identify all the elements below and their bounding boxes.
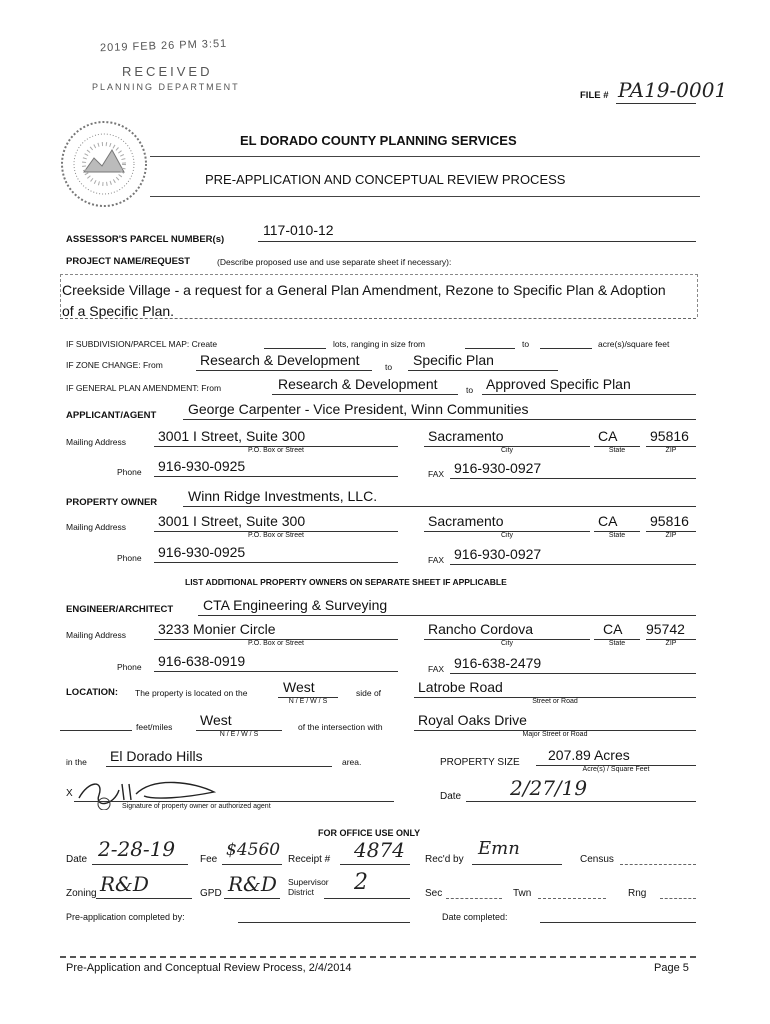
owner-address-sublabel: P.O. Box or Street bbox=[248, 532, 304, 539]
engineer-label: ENGINEER/ARCHITECT bbox=[66, 604, 174, 615]
location-label: LOCATION: bbox=[66, 687, 119, 698]
owner-state[interactable]: CA bbox=[598, 513, 618, 529]
applicant-address[interactable]: 3001 I Street, Suite 300 bbox=[158, 428, 306, 444]
footer-left: Pre-Application and Conceptual Review Process, 2/4/2014 bbox=[66, 962, 352, 974]
applicant-label: APPLICANT/AGENT bbox=[66, 410, 157, 421]
subdivision-size-label: lots, ranging in size from bbox=[333, 339, 426, 349]
office-supervisor-label: Supervisor bbox=[288, 877, 329, 887]
applicant-phone-label: Phone bbox=[117, 467, 142, 477]
location-text-1: The property is located on the bbox=[135, 688, 248, 698]
location-direction-sublabel: N / E / W / S bbox=[219, 731, 259, 738]
received-stamp-label: RECEIVED bbox=[122, 64, 213, 79]
project-hint: (Describe proposed use and use separate sheet if necessary): bbox=[217, 257, 452, 267]
owner-city[interactable]: Sacramento bbox=[428, 513, 504, 529]
applicant-phone[interactable]: 916-930-0925 bbox=[158, 458, 246, 474]
owner-label: PROPERTY OWNER bbox=[66, 497, 158, 508]
applicant-state[interactable]: CA bbox=[598, 428, 618, 444]
applicant-city-sublabel: City bbox=[500, 447, 514, 454]
engineer-state[interactable]: CA bbox=[603, 621, 623, 637]
engineer-zip[interactable]: 95742 bbox=[646, 621, 685, 637]
received-stamp-dept: PLANNING DEPARTMENT bbox=[92, 82, 240, 92]
zone-to-value[interactable]: Specific Plan bbox=[413, 352, 494, 368]
applicant-zip[interactable]: 95816 bbox=[650, 428, 689, 444]
office-sec-label: Sec bbox=[425, 888, 443, 899]
engineer-address[interactable]: 3233 Monier Circle bbox=[158, 621, 276, 637]
owner-phone[interactable]: 916-930-0925 bbox=[158, 544, 246, 560]
office-rng-label: Rng bbox=[628, 888, 647, 899]
property-size-value[interactable]: 207.89 Acres bbox=[548, 747, 630, 763]
gpa-label: IF GENERAL PLAN AMENDMENT: From bbox=[66, 383, 222, 393]
project-line-1[interactable]: Creekside Village - a request for a General Plan Amendment, Rezone to Specific Plan & Adoption bbox=[62, 282, 666, 298]
engineer-city[interactable]: Rancho Cordova bbox=[428, 621, 534, 637]
office-zoning-value[interactable]: R&D bbox=[100, 872, 149, 896]
owner-zip[interactable]: 95816 bbox=[650, 513, 689, 529]
gpa-to-value[interactable]: Approved Specific Plan bbox=[486, 376, 631, 392]
page-subtitle: PRE-APPLICATION AND CONCEPTUAL REVIEW PROCESS bbox=[205, 172, 566, 187]
office-date-label: Date bbox=[66, 854, 88, 865]
property-size-sublabel: Acre(s) / Square Feet bbox=[582, 766, 650, 773]
location-area[interactable]: El Dorado Hills bbox=[110, 748, 203, 764]
location-text-3: of the intersection with bbox=[298, 722, 383, 732]
office-gpd-value[interactable]: R&D bbox=[228, 872, 277, 896]
location-feet-label: feet/miles bbox=[136, 722, 173, 732]
owner-city-sublabel: City bbox=[500, 532, 514, 539]
applicant-name[interactable]: George Carpenter - Vice President, Winn Communities bbox=[188, 401, 529, 417]
engineer-phone-label: Phone bbox=[117, 662, 142, 672]
subdivision-to-label: to bbox=[522, 339, 530, 349]
owner-name[interactable]: Winn Ridge Investments, LLC. bbox=[188, 488, 378, 504]
owner-fax-label: FAX bbox=[428, 555, 445, 565]
location-text-2: side of bbox=[356, 688, 382, 698]
location-in-the: in the bbox=[66, 757, 87, 767]
engineer-phone[interactable]: 916-638-0919 bbox=[158, 653, 246, 669]
gpa-from-value[interactable]: Research & Development bbox=[278, 376, 438, 392]
office-district-label: District bbox=[288, 887, 314, 897]
engineer-zip-sublabel: ZIP bbox=[665, 640, 677, 647]
subdivision-label: IF SUBDIVISION/PARCEL MAP: Create bbox=[66, 339, 218, 349]
location-area-label: area. bbox=[342, 757, 362, 767]
signature-date-value[interactable]: 2/27/19 bbox=[510, 776, 588, 800]
engineer-address-sublabel: P.O. Box or Street bbox=[248, 640, 304, 647]
zone-change-label: IF ZONE CHANGE: From bbox=[66, 360, 163, 370]
office-gpd-label: GPD bbox=[200, 888, 222, 899]
office-fee-label: Fee bbox=[200, 854, 218, 865]
location-side-sublabel: N / E / W / S bbox=[288, 698, 328, 705]
applicant-address-sublabel: P.O. Box or Street bbox=[248, 447, 304, 454]
office-census-label: Census bbox=[580, 854, 614, 865]
engineer-mailing-label: Mailing Address bbox=[66, 630, 127, 640]
project-line-2[interactable]: of a Specific Plan. bbox=[62, 303, 175, 319]
engineer-name[interactable]: CTA Engineering & Surveying bbox=[203, 597, 388, 613]
gpa-to-label: to bbox=[466, 385, 474, 395]
page-title: EL DORADO COUNTY PLANNING SERVICES bbox=[240, 133, 517, 148]
office-twn-label: Twn bbox=[513, 888, 532, 899]
office-date-completed-label: Date completed: bbox=[442, 912, 508, 922]
signature-x: X bbox=[66, 788, 73, 799]
office-receipt-value[interactable]: 4874 bbox=[354, 838, 405, 862]
signature-caption: Signature of property owner or authorized agent bbox=[122, 803, 271, 810]
location-road[interactable]: Latrobe Road bbox=[418, 679, 503, 695]
office-recd-label: Rec'd by bbox=[425, 854, 464, 865]
office-zoning-label: Zoning bbox=[66, 888, 97, 899]
parcel-value[interactable]: 117-010-12 bbox=[263, 222, 334, 238]
applicant-fax[interactable]: 916-930-0927 bbox=[454, 460, 542, 476]
office-recd-value[interactable]: Emn bbox=[478, 838, 520, 859]
applicant-city[interactable]: Sacramento bbox=[428, 428, 504, 444]
signature-date-label: Date bbox=[440, 791, 462, 802]
owner-fax[interactable]: 916-930-0927 bbox=[454, 546, 542, 562]
property-size-label: PROPERTY SIZE bbox=[440, 757, 520, 768]
project-label: PROJECT NAME/REQUEST bbox=[66, 256, 191, 267]
location-direction[interactable]: West bbox=[200, 712, 232, 728]
owner-zip-sublabel: ZIP bbox=[665, 532, 677, 539]
file-number-label: FILE # bbox=[580, 90, 609, 101]
office-receipt-label: Receipt # bbox=[288, 854, 331, 865]
owner-address[interactable]: 3001 I Street, Suite 300 bbox=[158, 513, 306, 529]
office-use-title: FOR OFFICE USE ONLY bbox=[318, 828, 421, 838]
parcel-label: ASSESSOR'S PARCEL NUMBER(s) bbox=[66, 234, 225, 245]
file-number-value: PA19-0001 bbox=[618, 78, 728, 102]
owner-mailing-label: Mailing Address bbox=[66, 522, 127, 532]
county-seal-icon bbox=[58, 118, 150, 210]
subdivision-unit-label: acre(s)/square feet bbox=[598, 339, 670, 349]
office-fee-value[interactable]: $4560 bbox=[226, 840, 281, 860]
zone-from-value[interactable]: Research & Development bbox=[200, 352, 360, 368]
applicant-fax-label: FAX bbox=[428, 469, 445, 479]
applicant-mailing-label: Mailing Address bbox=[66, 437, 127, 447]
received-stamp-date: 2019 FEB 26 PM 3:51 bbox=[99, 37, 228, 55]
engineer-fax-label: FAX bbox=[428, 664, 445, 674]
owner-phone-label: Phone bbox=[117, 553, 142, 563]
engineer-fax[interactable]: 916-638-2479 bbox=[454, 655, 542, 671]
office-district-value[interactable]: 2 bbox=[354, 870, 368, 895]
applicant-zip-sublabel: ZIP bbox=[665, 447, 677, 454]
engineer-city-sublabel: City bbox=[500, 640, 514, 647]
footer-page-number: Page 5 bbox=[654, 962, 689, 974]
location-intersection-sublabel: Major Street or Road bbox=[522, 731, 588, 738]
owner-state-sublabel: State bbox=[608, 532, 626, 539]
engineer-state-sublabel: State bbox=[608, 640, 626, 647]
additional-owners-note: LIST ADDITIONAL PROPERTY OWNERS ON SEPARATE SHEET IF APPLICABLE bbox=[185, 577, 507, 587]
applicant-state-sublabel: State bbox=[608, 447, 626, 454]
office-completed-by-label: Pre-application completed by: bbox=[66, 912, 185, 922]
location-side[interactable]: West bbox=[283, 679, 315, 695]
zone-to-label: to bbox=[385, 362, 393, 372]
office-date-value[interactable]: 2-28-19 bbox=[98, 837, 176, 861]
location-intersection[interactable]: Royal Oaks Drive bbox=[418, 712, 527, 728]
location-road-sublabel: Street or Road bbox=[532, 698, 578, 705]
